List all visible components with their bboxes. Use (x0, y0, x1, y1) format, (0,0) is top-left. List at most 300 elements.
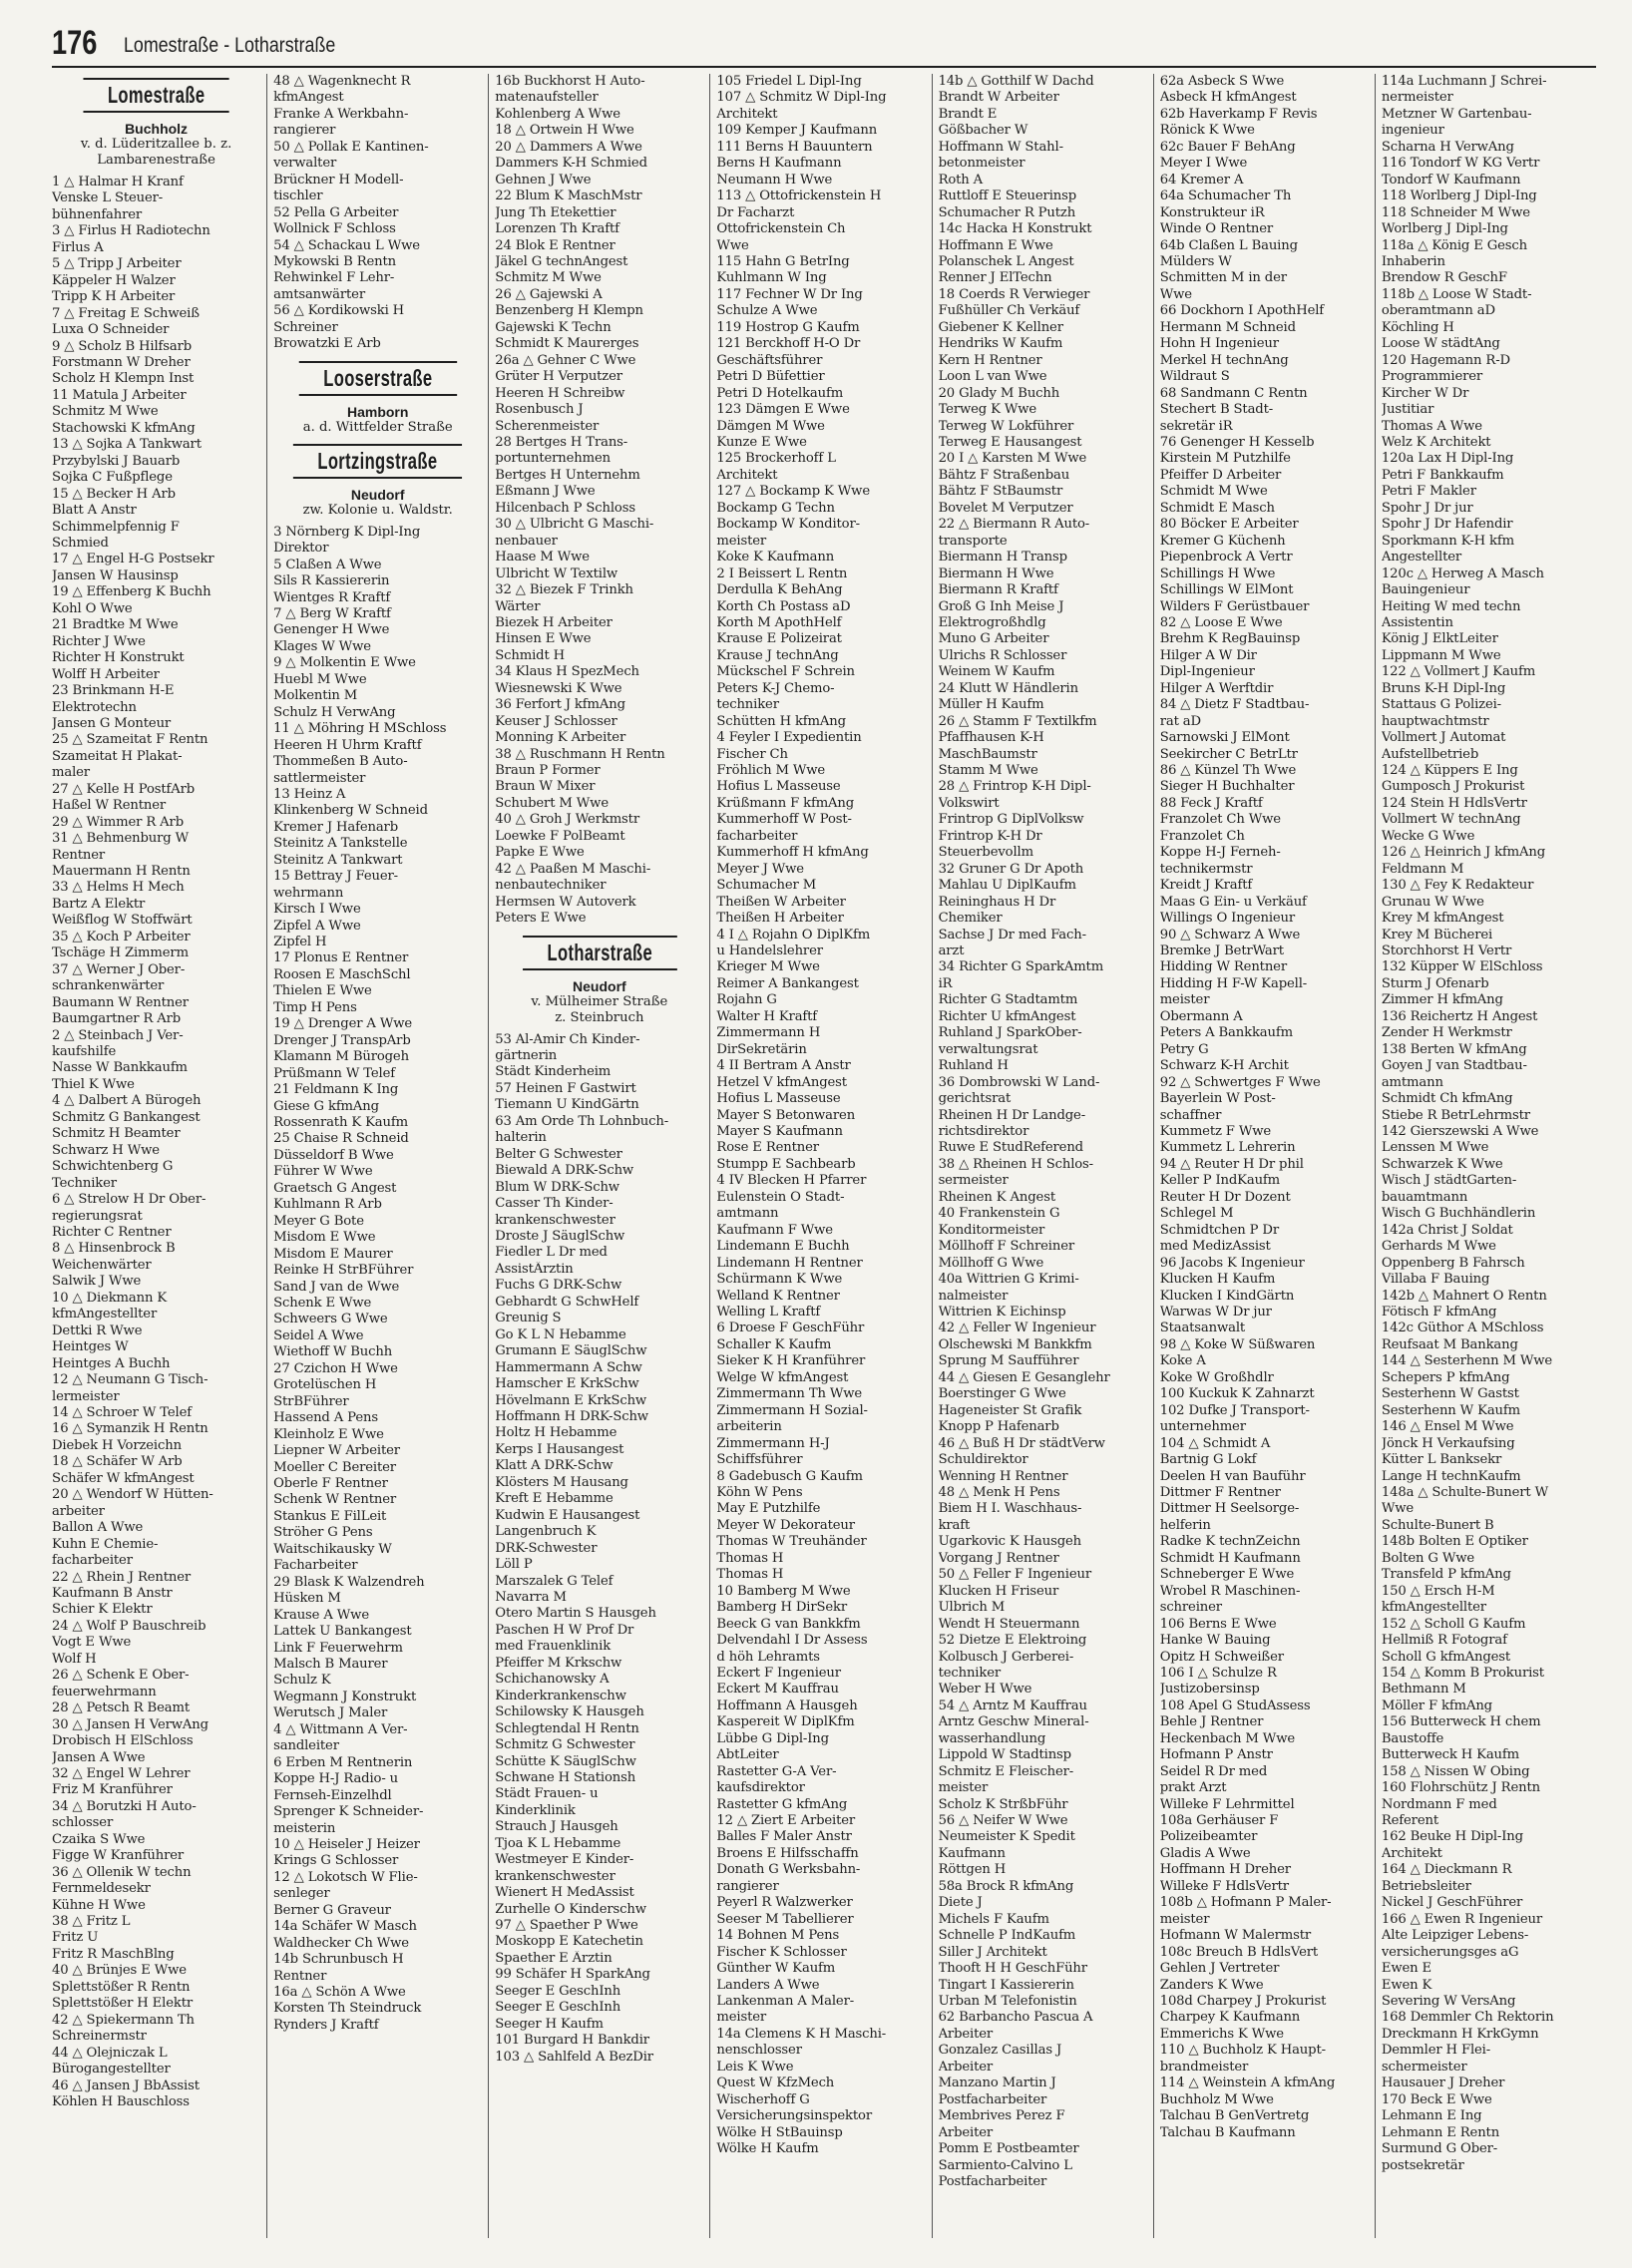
resident-entry: Kuhlmann W Ing (716, 270, 827, 286)
resident-entry: Bruns K-H Dipl-Ing (1381, 680, 1506, 696)
resident-entry: arbeiter (52, 1503, 105, 1519)
resident-entry: Talchau B Kaufmann (1159, 2124, 1296, 2140)
resident-entry: 170 Beck E Wwe (1381, 2091, 1492, 2107)
resident-entry: Zimmermann H Sozial- (716, 1402, 868, 1418)
resident-entry: Petri D Hotelkaufm (716, 385, 844, 401)
resident-entry: Dämgen M Wwe (716, 418, 825, 434)
resident-entry: Heintges W (52, 1339, 129, 1355)
resident-entry: Städt Frauen- u (495, 1786, 599, 1802)
resident-entry: Stattaus G Polizei- (1381, 697, 1501, 713)
resident-entry: Hüsken M (273, 1591, 341, 1607)
resident-entry: Donath G Werksbahn- (716, 1862, 861, 1878)
resident-entry: Stiebe R BetrLehrmstr (1381, 1107, 1530, 1123)
resident-entry: amtmann (716, 1206, 779, 1222)
resident-entry: Mückschel F Schrein (716, 664, 855, 680)
resident-entry: Wientges R Kraftf (273, 589, 391, 605)
resident-entry: Grotelüschen H (273, 1377, 377, 1393)
resident-entry: Jäkel G technAngest (495, 253, 628, 269)
district-name: Neudorf (350, 486, 405, 503)
resident-entry: 4 IV Blecken H Pfarrer (716, 1173, 867, 1189)
resident-entry: 3 △ Firlus H Radiotechn (52, 223, 210, 239)
street-name: Lomestraße (83, 78, 228, 113)
resident-entry: 34 △ Borutzki H Auto- (52, 1798, 197, 1814)
resident-entry: Mayer S Betonwaren (716, 1107, 856, 1123)
resident-entry: 96 Jacobs K Ingenieur (1159, 1255, 1305, 1271)
resident-entry: Misdom E Maurer (273, 1246, 393, 1262)
page-header (52, 26, 1596, 68)
resident-entry: Moeller C Bereiter (273, 1459, 396, 1475)
resident-entry: 35 △ Koch P Arbeiter (52, 929, 191, 945)
resident-entry: Sprung M Saufführer (938, 1353, 1079, 1369)
resident-entry: Bockamp G Techn (716, 500, 835, 516)
resident-entry: rangierer (716, 1878, 779, 1894)
resident-entry: Reuter H Dr Dozent (1159, 1189, 1291, 1205)
resident-entry: 57 Heinen F Gastwirt (495, 1080, 636, 1096)
resident-entry: gerichtsrat (938, 1091, 1012, 1107)
resident-entry: Schwarz H Wwe (52, 1142, 160, 1158)
resident-entry: Eckert F Ingenieur (716, 1665, 841, 1681)
resident-entry: Konstrukteur iR (1159, 204, 1265, 220)
resident-entry: kfmAngestellter (1381, 1600, 1486, 1616)
resident-entry: meisterin (273, 1820, 336, 1836)
resident-entry: kfmAngestellter (52, 1307, 158, 1323)
resident-entry: ingenieur (1381, 123, 1444, 139)
resident-entry: Wischerhoff G (716, 2091, 810, 2107)
resident-entry: 56 △ Neifer W Wwe (938, 1813, 1068, 1829)
resident-entry: Köhlen H Bauschloss (52, 2094, 190, 2110)
resident-entry: Versicherungsinspektor (716, 2108, 872, 2124)
resident-entry: Welling L Kraftf (716, 1304, 821, 1320)
resident-entry: Splettstößer H Elektr (52, 1996, 193, 2012)
resident-entry: May E Putzhilfe (716, 1501, 821, 1517)
resident-entry: Wollnick F Schloss (273, 221, 396, 237)
resident-entry: Klamann M Bürogeh (273, 1049, 409, 1065)
resident-entry: Nickel J GeschFührer (1381, 1895, 1523, 1911)
resident-entry: Belter G Schwester (495, 1146, 622, 1162)
resident-entry: Rönick K Wwe (1159, 123, 1255, 139)
resident-entry: Sachse J Dr med Fach- (938, 927, 1086, 943)
resident-entry: Roth A (938, 172, 984, 188)
resident-entry: Kohl O Wwe (52, 600, 133, 616)
resident-entry: 4 Feyler I Expedientin (716, 730, 862, 746)
resident-entry: Lankenman A Maler- (716, 1994, 855, 2010)
resident-entry: Firlus A (52, 239, 104, 255)
resident-entry: Maas G Ein- u Verkäuf (1159, 894, 1307, 910)
resident-entry: AbtLeiter (716, 1747, 779, 1763)
resident-entry: Drenger J TranspArb (273, 1032, 411, 1048)
resident-entry: Wölke H StBauinsp (716, 2124, 843, 2140)
resident-entry: Petri F Makler (1381, 484, 1476, 500)
resident-entry: Hidding W Rentner (1159, 959, 1287, 975)
resident-entry: Oppenberg B Fahrsch (1381, 1255, 1525, 1271)
resident-entry: Rentner (273, 1968, 327, 1984)
resident-entry: Piepenbrock A Vertr (1159, 550, 1293, 566)
resident-entry: Lenssen M Wwe (1381, 1140, 1489, 1156)
resident-entry: 84 △ Dietz F Stadtbau- (1159, 697, 1310, 713)
resident-entry: Petri F Bankkaufm (1381, 467, 1504, 483)
resident-entry: Behle J Rentner (1159, 1714, 1264, 1730)
resident-entry: Schmitz M Wwe (52, 404, 159, 420)
resident-entry: 113 △ Ottofrickenstein H (716, 189, 882, 204)
resident-entry: Hendriks W Kaufm (938, 336, 1063, 352)
resident-entry: 120 Hagemann R-D (1381, 352, 1510, 368)
resident-entry: Diete J (938, 1895, 983, 1911)
resident-entry: Facharbeiter (273, 1558, 358, 1574)
resident-entry: Hofius L Masseuse (716, 1091, 841, 1107)
resident-entry: kaufshilfe (52, 1044, 117, 1060)
resident-entry: Kolbusch J Gerberei- (938, 1649, 1074, 1665)
resident-entry: Vollmert J Automat (1381, 730, 1506, 746)
resident-entry: Weinem W Kaufm (938, 664, 1055, 680)
resident-entry: Tiemann U KindGärtn (495, 1097, 639, 1113)
resident-entry: Kinderklinik (495, 1802, 576, 1818)
resident-entry: Wolf H (52, 1651, 97, 1667)
resident-entry: Schmidt K Maurerges (495, 336, 639, 352)
resident-entry: Klucken H Kaufm (1159, 1272, 1276, 1288)
page-number: 176 (52, 24, 98, 62)
resident-entry: Baustoffe (1381, 1730, 1444, 1746)
resident-entry: Schaller K Kaufm (716, 1336, 832, 1352)
resident-entry: Hageneister St Grafik (938, 1402, 1082, 1418)
resident-entry: 7 △ Berg W Kraftf (273, 605, 391, 621)
resident-entry: krankenschwester (495, 1212, 615, 1228)
resident-entry: Schichanowsky A (495, 1672, 610, 1688)
resident-entry: Grumann E SäuglSchw (495, 1343, 647, 1359)
resident-entry: Krüßmann F kfmAng (716, 795, 855, 811)
resident-entry: Hofmann W Malermstr (1159, 1928, 1312, 1944)
resident-entry: meister (938, 1780, 989, 1796)
resident-entry: 28 △ Frintrop K-H Dipl- (938, 779, 1091, 795)
resident-entry: DRK-Schwester (495, 1540, 598, 1556)
resident-entry: 46 △ Buß H Dr städtVerw (938, 1435, 1105, 1451)
resident-entry: 20 △ Dammers A Wwe (495, 139, 642, 155)
resident-entry: Loewke F PolBeamt (495, 828, 625, 844)
resident-entry: Balles F Maler Anstr (716, 1829, 852, 1845)
resident-entry: gärtnerin (495, 1048, 558, 1064)
resident-entry: Olschewski M Bankkfm (938, 1336, 1092, 1352)
resident-entry: Friz M Kranführer (52, 1782, 173, 1798)
resident-entry: 1 △ Halmar H Kranf (52, 175, 184, 189)
resident-entry: Zender H Werkmstr (1381, 1025, 1512, 1041)
resident-entry: meister (1159, 992, 1210, 1008)
resident-entry: 26 △ Stamm F Textilkfm (938, 713, 1097, 729)
resident-entry: Winde O Rentner (1159, 221, 1274, 237)
resident-entry: Petri D Büfettier (716, 369, 825, 385)
resident-entry: Kütter L Banksekr (1381, 1452, 1502, 1468)
resident-entry: sermeister (938, 1173, 1009, 1189)
resident-entry: Lindemann H Rentner (716, 1255, 863, 1271)
resident-entry: Greunig S (495, 1311, 562, 1326)
resident-entry: Gebhardt G SchwHelf (495, 1294, 639, 1310)
resident-entry: Genenger H Wwe (273, 622, 390, 638)
resident-entry: kaufsdirektor (716, 1780, 805, 1796)
resident-entry: Biermann R Kraftf (938, 582, 1058, 598)
resident-entry: 46 △ Jansen J BbAssist (52, 2078, 200, 2093)
resident-entry: prakt Arzt (1159, 1780, 1227, 1796)
street-location: v. Mülheimer Straße (531, 993, 668, 1009)
resident-entry: maler (52, 765, 90, 781)
resident-entry: Kaufmann (938, 1845, 1006, 1861)
resident-entry: Wiesnewski K Wwe (495, 680, 622, 696)
resident-entry: Werutsch J Maler (273, 1705, 388, 1721)
resident-entry: 120c △ Herweg A Masch (1381, 566, 1544, 581)
resident-entry: Brendow R GeschF (1381, 270, 1507, 286)
resident-entry: Franzolet Ch (1159, 828, 1245, 844)
resident-entry: Scharna H VerwAng (1381, 139, 1514, 155)
resident-entry: Ewen K (1381, 1977, 1432, 1993)
resident-entry: Bockamp W Konditor- (716, 517, 860, 533)
resident-entry: Architekt (716, 106, 778, 122)
resident-entry: Fötisch F kfmAng (1381, 1304, 1497, 1320)
resident-entry: Schumacher R Putzh (938, 204, 1076, 220)
resident-entry: Hetzel V kfmAngest (716, 1074, 847, 1090)
resident-entry: 36 Ferfort J kfmAng (495, 697, 625, 713)
resident-entry: 124 Stein H HdlsVertr (1381, 795, 1527, 811)
resident-entry: sandleiter (273, 1738, 339, 1754)
resident-entry: postsekretär (1381, 2157, 1464, 2173)
resident-entry: Malsch B Maurer (273, 1656, 388, 1672)
resident-entry: Kaspereit W DiplKfm (716, 1714, 855, 1730)
district-name: Hamborn (346, 403, 409, 420)
resident-entry: Roosen E MaschSchl (273, 966, 411, 982)
resident-entry: Volkswirt (938, 795, 1000, 811)
resident-entry: König J ElktLeiter (1381, 631, 1498, 647)
resident-entry: Frintrop G DiplVolksw (938, 812, 1084, 828)
resident-entry: Arbeiter (938, 2026, 994, 2042)
resident-entry: Steinitz A Tankstelle (273, 836, 408, 852)
resident-entry: 168 Demmler Ch Rektorin (1381, 2010, 1554, 2026)
resident-entry: Schmidt M Wwe (1159, 484, 1268, 500)
resident-entry: Gonzalez Casillas J (938, 2043, 1062, 2059)
resident-entry: Gehlen J Vertreter (1159, 1961, 1280, 1977)
resident-entry: regierungsrat (52, 1208, 143, 1224)
resident-entry: Willings O Ingenieur (1159, 911, 1296, 927)
resident-entry: Schmidt Ch kfmAng (1381, 1091, 1513, 1107)
resident-entry: Warwas W Dr jur (1159, 1304, 1272, 1320)
resident-entry: schrankenwärter (52, 978, 165, 994)
resident-entry: bühnenfahrer (52, 206, 143, 222)
resident-entry: Kummerhoff H kfmAng (716, 845, 869, 861)
resident-entry: 117 Fechner W Dr Ing (716, 286, 863, 302)
resident-entry: Marszalek G Telef (495, 1573, 613, 1589)
resident-entry: 105 Friedel L Dipl-Ing (716, 74, 862, 89)
resident-entry: u Handelslehrer (716, 944, 823, 959)
resident-entry: Figge W Kranführer (52, 1848, 185, 1864)
resident-entry: Heintges A Buchh (52, 1355, 171, 1371)
resident-entry: Schäfer W kfmAngest (52, 1470, 195, 1486)
resident-entry: Oberle F Rentner (273, 1475, 388, 1491)
resident-entry: Rheinen K Angest (938, 1189, 1055, 1205)
resident-entry: Ulbrich M (938, 1600, 1006, 1616)
resident-entry: 101 Burgard H Bankdir (495, 2033, 649, 2049)
resident-entry: Ulrichs R Schlosser (938, 647, 1067, 663)
resident-entry: Polizeibeamter (1159, 1829, 1258, 1845)
resident-entry: Hövelmann E KrkSchw (495, 1392, 647, 1408)
resident-entry: Sieker K H Kranführer (716, 1353, 866, 1369)
resident-entry: 52 Dietze E Elektroing (938, 1633, 1087, 1649)
resident-entry: Schürmann K Wwe (716, 1272, 843, 1288)
resident-entry: Schmitten M in der (1159, 270, 1287, 286)
resident-entry: Pfeiffer M Krkschw (495, 1655, 622, 1671)
resident-entry: Kerps I Hausangest (495, 1441, 624, 1457)
resident-entry: Richter H Konstrukt (52, 650, 185, 666)
resident-entry: Rastetter G-A Ver- (716, 1763, 837, 1779)
resident-entry: 108d Charpey J Prokurist (1159, 1994, 1327, 2010)
street-heading (52, 78, 260, 169)
resident-entry: Link F Feuerwehrm (273, 1640, 403, 1656)
resident-entry: Schubert M Wwe (495, 795, 609, 811)
resident-entry: Kummetz L Lehrerin (1159, 1140, 1296, 1156)
resident-entry: portunternehmen (495, 451, 612, 467)
resident-entry: Venske L Steuer- (52, 190, 164, 206)
resident-entry: 56 △ Kordikowski H (273, 303, 405, 319)
resident-entry: Emmerichs K Wwe (1159, 2026, 1284, 2042)
resident-entry: Thomas A Wwe (1381, 418, 1482, 434)
resident-entry: Richter C Rentner (52, 1225, 172, 1240)
resident-entry: 34 Klaus H SpezMech (495, 664, 639, 680)
resident-entry: arzt (938, 944, 965, 959)
resident-entry: Klatt A DRK-Schw (495, 1458, 613, 1474)
resident-entry: Zimmermann Th Wwe (716, 1386, 863, 1402)
resident-entry: 11 Matula J Arbeiter (52, 387, 187, 403)
resident-entry: Biem H I. Waschhaus- (938, 1501, 1082, 1517)
resident-entry: Kirsch I Wwe (273, 902, 361, 918)
resident-entry: 90 △ Schwarz A Wwe (1159, 927, 1301, 943)
resident-entry: 10 △ Diekmann K (52, 1290, 168, 1306)
resident-entry: Fritz R MaschBlng (52, 1946, 175, 1962)
resident-entry: Peters K-J Chemo- (716, 680, 835, 696)
resident-entry: Keuser J Schlosser (495, 713, 617, 729)
resident-entry: Meyer J Wwe (716, 861, 804, 877)
resident-entry: Worlberg J Dipl-Ing (1381, 221, 1508, 237)
resident-entry: Thomas H (716, 1567, 784, 1583)
resident-entry: 54 △ Arntz M Kauffrau (938, 1698, 1087, 1713)
resident-entry: Arntz Geschw Mineral- (938, 1714, 1089, 1730)
resident-entry: Ugarkovic K Hausgeh (938, 1534, 1082, 1550)
resident-entry: Schneberger E Wwe (1159, 1567, 1295, 1583)
resident-entry: Drobisch H ElSchloss (52, 1733, 194, 1749)
resident-entry: Sand J van de Wwe (273, 1279, 400, 1295)
resident-entry: 31 △ Behmenburg W (52, 831, 189, 847)
resident-entry: 94 △ Reuter H Dr phil (1159, 1156, 1304, 1172)
resident-entry: Sarnowski J ElMont (1159, 730, 1290, 746)
resident-entry: Geschäftsführer (716, 352, 823, 368)
resident-entry: Schlegtendal H Rentn (495, 1720, 639, 1736)
resident-entry: Schnelle P IndKaufm (938, 1928, 1076, 1944)
resident-entry: Kreft E Hebamme (495, 1491, 613, 1507)
resident-entry: Neumeister K Spedit (938, 1829, 1075, 1845)
resident-entry: Thielen E Wwe (273, 983, 372, 999)
resident-entry: 26a △ Gehner C Wwe (495, 352, 636, 368)
resident-entry: 148b Bolten E Optiker (1381, 1534, 1528, 1550)
resident-entry: schaffner (1159, 1107, 1222, 1123)
resident-entry: Korth M ApothHelf (716, 614, 842, 630)
resident-entry: 40 Frankenstein G (938, 1206, 1060, 1222)
resident-entry: Schuldirektor (938, 1452, 1028, 1468)
resident-entry: Walter H Kraftf (716, 1008, 818, 1024)
resident-entry: 26 △ Gajewski A (495, 286, 603, 302)
resident-entry: Biewald A DRK-Schw (495, 1163, 634, 1179)
resident-entry: Ruhland H (938, 1058, 1009, 1074)
resident-entry: Droste J SäuglSchw (495, 1229, 625, 1244)
resident-entry: 8 Gadebusch G Kaufm (716, 1468, 863, 1484)
resident-entry: 14b Schrunbusch H (273, 1952, 404, 1968)
resident-entry: 40 △ Groh J Werkmstr (495, 812, 639, 828)
resident-entry: Goyen J van Stadtbau- (1381, 1058, 1527, 1074)
resident-entry: Sprenger K Schneider- (273, 1804, 424, 1820)
resident-entry: Krey M Bücherei (1381, 927, 1493, 943)
resident-entry: Mahlau U DiplKaufm (938, 878, 1076, 894)
resident-entry: Petry G (1159, 1041, 1209, 1057)
resident-entry: Architekt (1381, 1845, 1442, 1861)
resident-entry: Tripp K H Arbeiter (52, 289, 176, 305)
resident-entry: Bertges H Unternehm (495, 467, 640, 483)
directory-column (932, 74, 1153, 2238)
resident-entry: Holtz H Hebamme (495, 1425, 617, 1441)
resident-entry: Bamberg H DirSekr (716, 1600, 848, 1616)
resident-entry: 14b △ Gotthilf W Dachd (938, 74, 1094, 89)
resident-entry: 138 Berten W kfmAng (1381, 1041, 1527, 1057)
resident-entry: Navarra M (495, 1589, 567, 1605)
resident-entry: Liepner W Arbeiter (273, 1443, 400, 1459)
resident-entry: Fußhüller Ch Verkäuf (938, 303, 1080, 319)
resident-entry: Feldmann M (1381, 861, 1464, 877)
resident-entry: meister (716, 2010, 767, 2026)
resident-entry: 62c Bauer F BehAng (1159, 139, 1296, 155)
resident-entry: kraft (938, 1517, 971, 1533)
resident-entry: Hohn H Ingenieur (1159, 336, 1279, 352)
resident-entry: 122 △ Vollmert J Kaufm (1381, 664, 1536, 680)
resident-entry: Frintrop K-H Dr (938, 828, 1042, 844)
resident-entry: senleger (273, 1886, 330, 1902)
resident-entry: Schmitz H Beamter (52, 1126, 181, 1142)
resident-entry: 14a Schäfer W Masch (273, 1919, 417, 1935)
resident-entry: Löll P (495, 1557, 533, 1573)
resident-entry: Schmitz M Wwe (495, 270, 602, 286)
resident-entry: Pomm E Postbeamter (938, 2141, 1079, 2157)
resident-entry: Surmund G Ober- (1381, 2141, 1498, 2157)
resident-entry: 14a Clemens K H Maschi- (716, 2026, 887, 2042)
resident-entry: 9 △ Molkentin E Wwe (273, 655, 416, 671)
resident-entry: 21 Feldmann K Ing (273, 1082, 399, 1098)
resident-entry: 5 △ Tripp J Arbeiter (52, 256, 182, 272)
resident-entry: 76 Genenger H Kesselb (1159, 434, 1315, 450)
resident-entry: rangierer (273, 123, 336, 139)
resident-entry: Timp H Pens (273, 999, 357, 1015)
resident-entry: Meyer G Bote (273, 1213, 364, 1229)
resident-entry: Koke W Großhdlr (1159, 1369, 1274, 1385)
resident-entry: Urban M Telefonistin (938, 1994, 1077, 2010)
resident-entry: 4 I △ Rojahn O DiplKfm (716, 927, 871, 943)
resident-entry: Krause A Wwe (273, 1607, 369, 1623)
resident-entry: Grunau W Wwe (1381, 894, 1484, 910)
resident-entry: 52 Pella G Arbeiter (273, 204, 399, 220)
district-name: Buchholz (125, 121, 189, 137)
resident-entry: Elektrotechn (52, 699, 137, 715)
resident-entry: 116 Tondorf W KG Vertr (1381, 156, 1540, 172)
resident-entry: Kremer J Hafenarb (273, 819, 398, 835)
resident-entry: Keller P IndKaufm (1159, 1173, 1280, 1189)
resident-entry: techniker (716, 697, 779, 713)
resident-entry: Spaether E Ärztin (495, 1950, 612, 1966)
resident-entry: Go K L N Hebamme (495, 1326, 626, 1342)
resident-entry: Hinsen E Wwe (495, 631, 592, 647)
resident-entry: Bremke J BetrWart (1159, 944, 1284, 959)
resident-entry: Schillings W ElMont (1159, 582, 1294, 598)
resident-entry: Reimer A Bankangest (716, 975, 859, 991)
resident-entry: 42 △ Feller W Ingenieur (938, 1321, 1096, 1336)
resident-entry: Mykowski B Rentn (273, 253, 396, 269)
